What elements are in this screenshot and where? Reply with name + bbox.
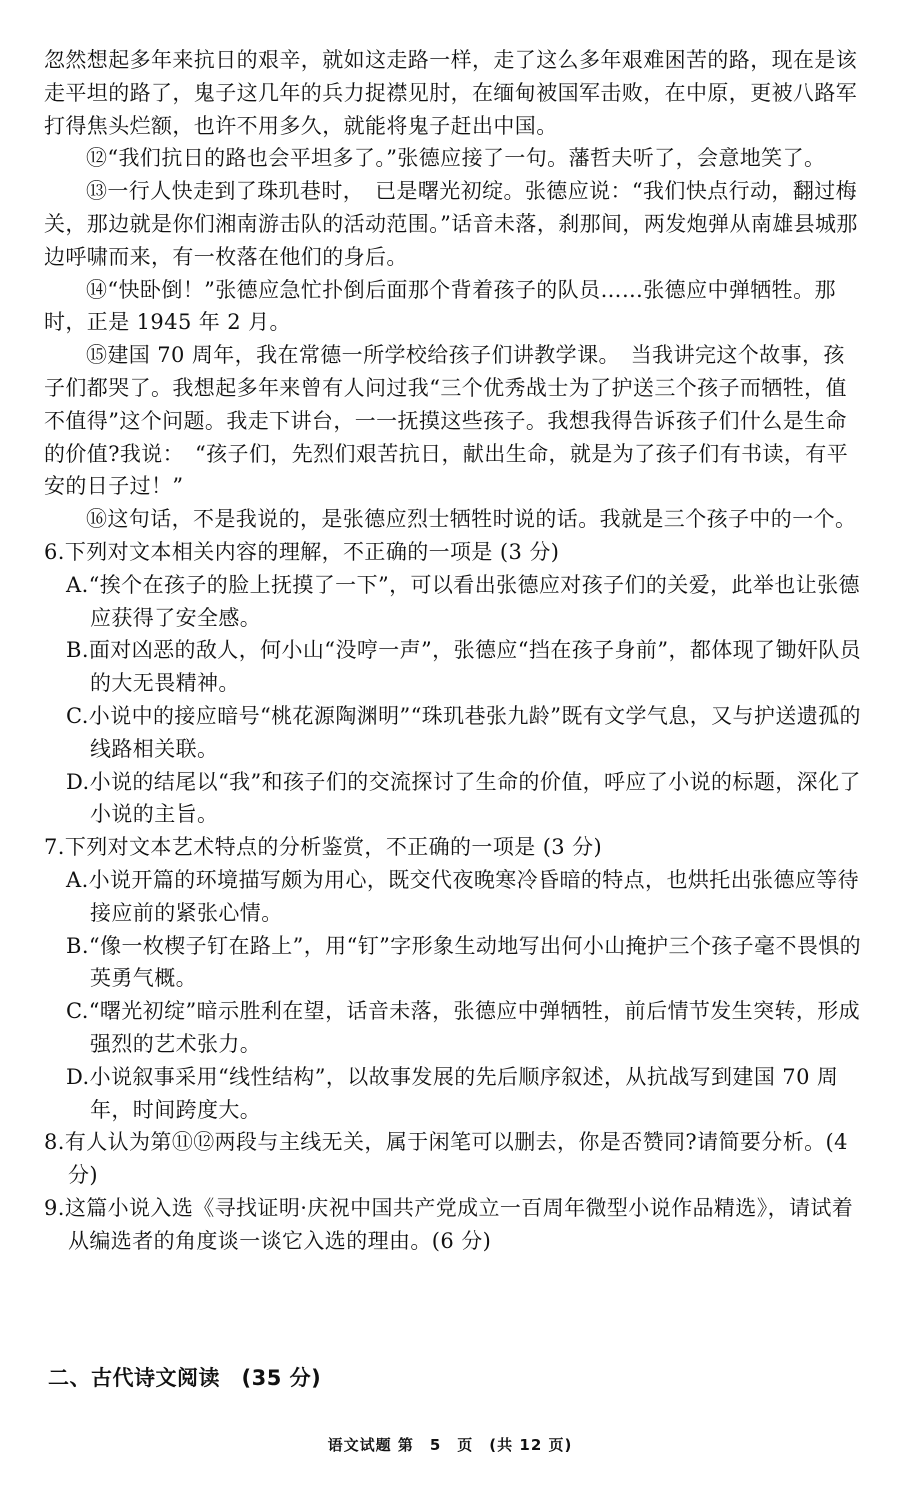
- reading-passage: [44, 44, 864, 1257]
- paragraph-continued: 忽然想起多年来抗日的艰辛，就如这走路一样，走了这么多年艰难困苦的路，现在是该走平坦的路了，鬼子这几年的兵力捉襟见肘，在缅甸被国军击败，在中原，更被八路军打得焦头烂额，也许不用多久，就能将鬼子赶出中国。: [44, 48, 858, 138]
- question-8: 8.有人认为第⑪⑫两段与主线无关，属于闲笔可以删去，你是否赞同?请简要分析。(4 分): [44, 1130, 848, 1188]
- section-heading: 二、古代诗文阅读 (35 分): [48, 1366, 322, 1390]
- paragraph-14: ⑭“快卧倒！”张德应急忙扑倒后面那个背着孩子的队员……张德应中弹牺牲。那时，正是 1945 年 2 月。: [44, 277, 836, 335]
- question-7-option-b: B.“像一枚楔子钉在路上”，用“钉”字形象生动地写出何小山掩护三个孩子毫不畏惧的英勇气概。: [66, 933, 862, 991]
- paragraph-13: ⑬一行人快走到了珠玑巷时， 已是曙光初绽。张德应说：“我们快点行动，翻过梅关，那边就是你们湘南游击队的活动范围。”话音未落，刹那间，两发炮弹从南雄县城那边呼啸而来，有一枚落在他们的身后。: [44, 179, 858, 269]
- question-7-option-a: A.小说开篇的环境描写颇为用心，既交代夜晚寒冷昏暗的特点，也烘托出张德应等待接应前的紧张心情。: [66, 867, 860, 925]
- question-6: [44, 536, 864, 831]
- question-6-option-b: B.面对凶恶的敌人，何小山“没哼一声”，张德应“挡在孩子身前”，都体现了锄奸队员的大无畏精神。: [66, 638, 862, 696]
- question-9: 9.这篇小说入选《寻找证明·庆祝中国共产党成立一百周年微型小说作品精选》，请试着从编选者的角度谈一谈它入选的理由。(6 分): [44, 1195, 854, 1253]
- paragraph-15: ⑮建国 70 周年，我在常德一所学校给孩子们讲教学课。 当我讲完这个故事，孩子们都哭了。我想起多年来曾有人问过我“三个优秀战士为了护送三个孩子而牺牲，值不值得”这个问题。我走下讲台，一一抚摸这些孩子。我想我得告诉孩子们什么是生命的价值?我说： “孩子们，先烈们艰苦抗日，献出生命，就是为了孩子们有书读，有平安的日子过！”: [44, 343, 849, 499]
- question-6-option-d: D.小说的结尾以“我”和孩子们的交流探讨了生命的价值，呼应了小说的标题，深化了小说的主旨。: [66, 769, 861, 827]
- question-7-stem: 7.下列对文本艺术特点的分析鉴赏，不正确的一项是 (3 分): [44, 835, 603, 860]
- paragraph-12: ⑫“我们抗日的路也会平坦多了。”张德应接了一句。藩哲夫听了，会意地笑了。: [86, 146, 826, 171]
- question-7: [44, 831, 864, 1126]
- question-6-option-c: C.小说中的接应暗号“桃花源陶渊明”“珠玑巷张九龄”既有文学气息，又与护送遗孤的线路相关联。: [66, 703, 861, 761]
- question-7-option-d: D.小说叙事采用“线性结构”，以故事发展的先后顺序叙述，从抗战写到建国 70 周年，时间跨度大。: [66, 1064, 839, 1122]
- question-6-option-a: A.“挨个在孩子的脸上抚摸了一下”，可以看出张德应对孩子们的关爱，此举也让张德应获得了安全感。: [66, 572, 860, 630]
- question-7-option-c: C.“曙光初绽”暗示胜利在望，话音未落，张德应中弹牺牲，前后情节发生突转，形成强烈的艺术张力。: [66, 999, 861, 1056]
- question-6-stem: 6.下列对文本相关内容的理解，不正确的一项是 (3 分): [44, 539, 560, 564]
- paragraph-16: ⑯这句话，不是我说的，是张德应烈士牺牲时说的话。我就是三个孩子中的一个。: [86, 507, 857, 532]
- page-footer: 语文试题 第 5 页 (共 12 页): [327, 1436, 573, 1454]
